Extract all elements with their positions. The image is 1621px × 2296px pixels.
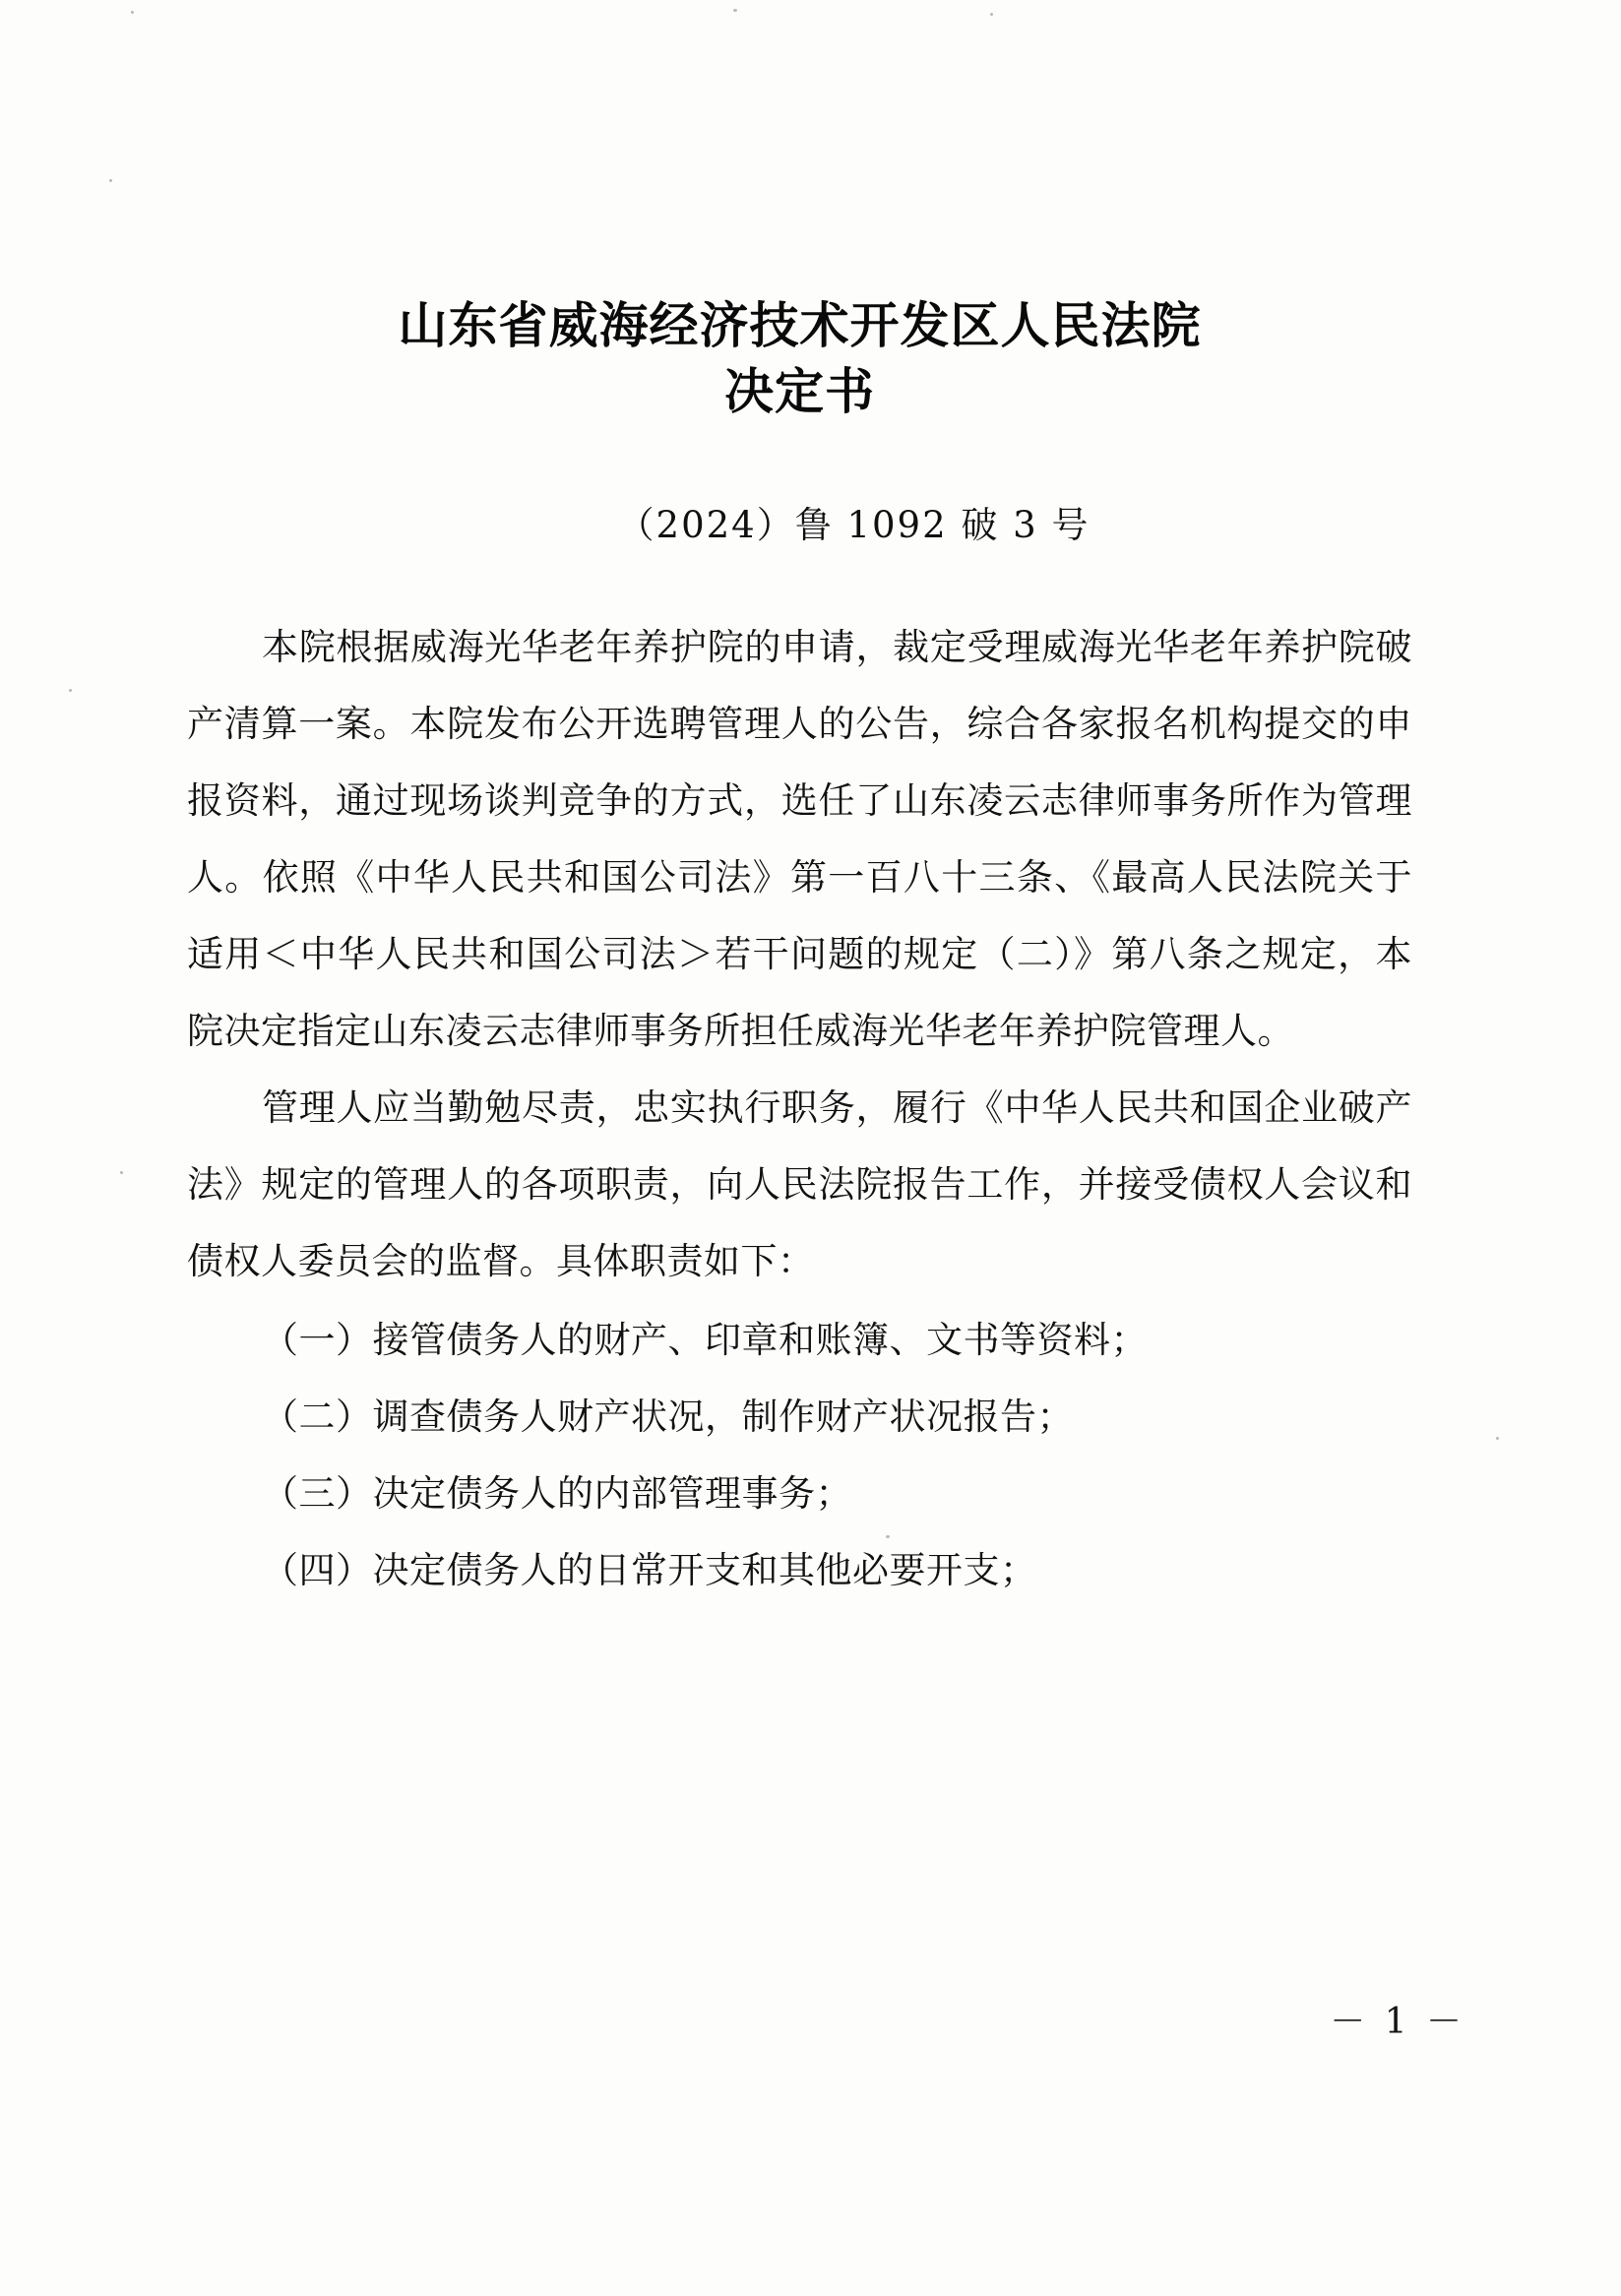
paragraph-appointment: 本院根据威海光华老年养护院的申请，裁定受理威海光华老年养护院破产清算一案。本院发布公开选聘管理人的公告，综合各家报名机构提交的申报资料，通过现场谈判竞争的方式，选任了山东凌云志律师事务所作为管理人。依照《中华人民共和国公司法》第一百八十三条、《最高人民法院关于适用＜中华人民共和国公司法＞若干问题的规定（二）》第八条之规定，本院决定指定山东凌云志律师事务所担任威海光华老年养护院管理人。 (187, 626, 1412, 1052)
document-content (187, 0, 1412, 1609)
duties-list (187, 1302, 1412, 1609)
paragraph-duties-intro: 管理人应当勤勉尽责，忠实执行职务，履行《中华人民共和国企业破产法》规定的管理人的各项职责，向人民法院报告工作，并接受债权人会议和债权人委员会的监督。具体职责如下： (187, 1086, 1412, 1282)
page-number: － 1 － (1330, 2002, 1465, 2042)
scan-speck (131, 11, 134, 14)
scan-speck (109, 179, 112, 182)
case-number: （2024）鲁 1092 破 3 号 (617, 504, 1091, 546)
list-item: （四）决定债务人的日常开支和其他必要开支； (262, 1549, 1037, 1591)
document-type-heading: 决定书 (724, 361, 875, 420)
list-item: （二）调查债务人财产状况，制作财产状况报告； (262, 1396, 1074, 1438)
scan-speck (69, 689, 72, 692)
list-item: （一）接管债务人的财产、印章和账簿、文书等资料； (262, 1319, 1148, 1361)
document-title (187, 0, 1412, 422)
court-name-heading: 山东省威海经济技术开发区人民法院 (398, 296, 1202, 354)
scan-speck (1496, 1437, 1499, 1440)
body-text (187, 609, 1412, 1609)
scan-speck (120, 1171, 123, 1174)
list-item: （三）决定债务人的内部管理事务； (262, 1472, 852, 1515)
